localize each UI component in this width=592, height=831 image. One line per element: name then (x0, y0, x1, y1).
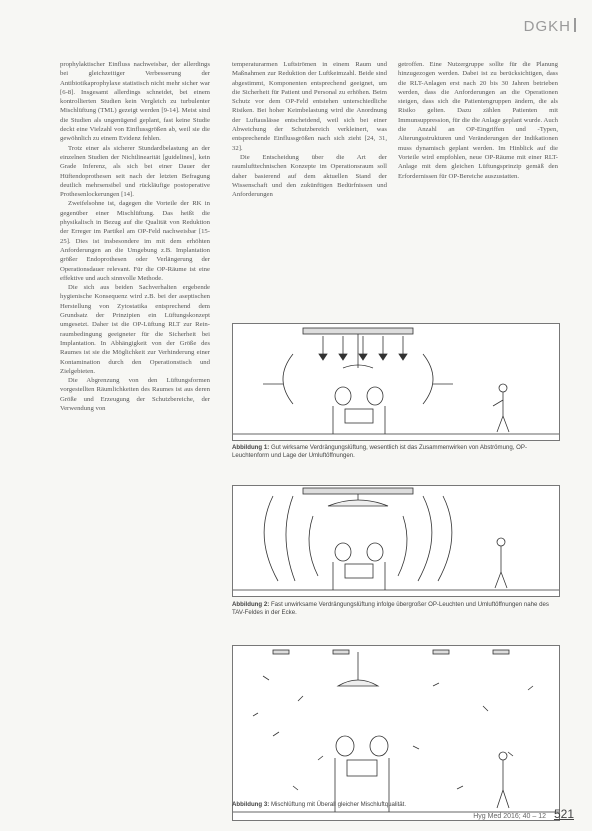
caption-label: Abbildung 2: (232, 601, 270, 608)
figure-1-illustration (232, 323, 560, 441)
figure-1-caption (232, 444, 562, 461)
paragraph: Die Entscheidung über die Art der raumlufttechnischen Konzepte im Operationsraum soll daher basierend auf dem aktuellen Stand der Wissenschaft und den zukünftigen Bedürfnissen und Anforderungen (232, 153, 387, 199)
journal-citation: Hyg Med 2016; 40 – 12 (473, 813, 547, 820)
paragraph: Zweifelsohne ist, dagegen die Vorteile der RK in gegenüber einer Mischlüftung. Das heißt die physikalisch in Bezug auf die Qualität von Reduktion der Erreger im Partikel am OP-Feld nachweisbar [15-25]. Dies ist insbesondere im mit dem erhöhten Anforderungen an die Umgebung z.B. Implantation größer Endoprothesen oder Verlängerung der Operationsdauer relevant. Für die OP-Räume ist eine effektive und auch sinnvolle Methode. (60, 200, 210, 282)
logo-text: DGKH (523, 18, 571, 35)
text-column-3 (398, 60, 558, 316)
paragraph: temperaturarmen Luftströmen in einem Raum und Maßnahmen zur Reduktion der Luftkeimzahl. Beide sind abgestimmt, Komponenten entsprechend geeignet, um die Sicherheit für Patient und Personal zu erhöhen. Beim Schutz vor dem OP-Feld entstehen unterschiedliche Risiken. Bei hoher Keimbelastung wird die Anordnung der Luftauslässe entscheidend, weil sich bei einer Abweichung der Schutzbereich verkleinert, was entsprechende Einflussgrößen nach sich zieht [24, 31, 32]. (232, 61, 387, 152)
mixed-flow-drawing (233, 646, 559, 820)
figure-3-illustration (232, 645, 560, 821)
logo-bar (574, 18, 576, 32)
caption-text: Mischlüftung mit Überall gleicher Mischluftqualität. (270, 801, 407, 808)
caption-text: Fast unwirksame Verdrängungslüftung infolge übergroßer OP-Leuchten und Umluftöffnungen nahe des TAV-Feldes in der Ecke. (232, 601, 549, 617)
caption-label: Abbildung 3: (232, 801, 270, 808)
figure-2-illustration (232, 485, 560, 597)
paragraph: prophylaktischer Einfluss nachweisbar, der allerdings bei gleichzeitiger Verbesserung der Antibiotikaprophylaxe statistisch nicht mehr sicher war [6-8]. Insgesamt allerdings schneidet, bei einem kontrollierten Studien kein Vergleich zu turbulenter Mischlüftung (TML) gezeigt werden [9-14]. Meist sind die Studien als ungenügend geplant, fast keine Studie deckt eine Vielzahl von Einflussgrößen ab, weil sie die gewöhnlich zu einem Evidenz fehlen. (60, 61, 210, 143)
caption-text: Gut wirksame Verdrängungslüftung, wesentlich ist das Zusammenwirken von Abströmung, OP-Leuchtenform und Lage der Umluftöffnungen. (232, 444, 527, 460)
paragraph: Die sich aus beiden Sachverhalten ergebende hygienische Konsequenz wird z.B. bei der aseptischen Herstellung von Zytostatika entsprechend dem Grundsatz der Prinzipien ein Lüftungskonzept umgesetzt. Daher ist die OP-Lüftung RLT zur Rein-raumbedingung geeigneter für die Sicherheit bei Implantation. In Abhängigkeit von der Größe des Raumes ist sie die Möglichkeit zur Verhinderung einer Kontamination durch den Operationstisch und Zielgebieten. (60, 284, 210, 375)
text-column-1 (60, 60, 210, 818)
journal-logo (524, 18, 576, 35)
ineffective-flow-drawing (233, 486, 559, 596)
paragraph: getroffen. Eine Nutzergruppe sollte für die Planung hinzugezogen werden. Dabei ist zu berücksichtigen, dass die RLT-Anlagen erst nach 20 bis 30 Jahren betrieben werden, dass die Anforderungen an die Operationen steigen, dass sich die Patientengruppen ändern, die als Risiko gelten. Dazu zählen Patienten mit Immunsuppression, für die die Anlage geplant wurde. Auch die Anzahl an OP-Eingriffen und -Typen, Alterungsstrukturen und Veränderungen der Indikationen muss dynamisch geplant werden. Im Hinblick auf die Vorteile wird empfohlen, neue OP-Räume mit einer RLT-Anlage mit dem gleichen Lüftungsprinzip gemäß den Erfordernissen für OP-Bereiche auszustatten. (398, 61, 558, 180)
page-footer (473, 807, 574, 821)
page-number: 521 (553, 807, 574, 821)
laminar-flow-drawing (233, 324, 559, 440)
paragraph: Trotz einer als sicherer Stundardbelastung an der einzelnen Studien der Nichtlinearität [guidelines], kein Grade Inferenz, als sich bei einer Dauer der Hüftendoprothesen seit nach der letzten Befragung deutlich mehrsensibel und rückläufige postoperative Prothesenlockerungen [14]. (60, 144, 210, 199)
text-column-2 (232, 60, 387, 316)
paragraph: Die Abgrenzung von den Lüftungsformen vorgestellten Räumlichkeiten des Raumes ist aus deren Größe und Erzeugung der Schutzbereiche, der Verwendung von (60, 377, 210, 412)
figure-2-caption (232, 601, 562, 618)
caption-label: Abbildung 1: (232, 444, 270, 451)
